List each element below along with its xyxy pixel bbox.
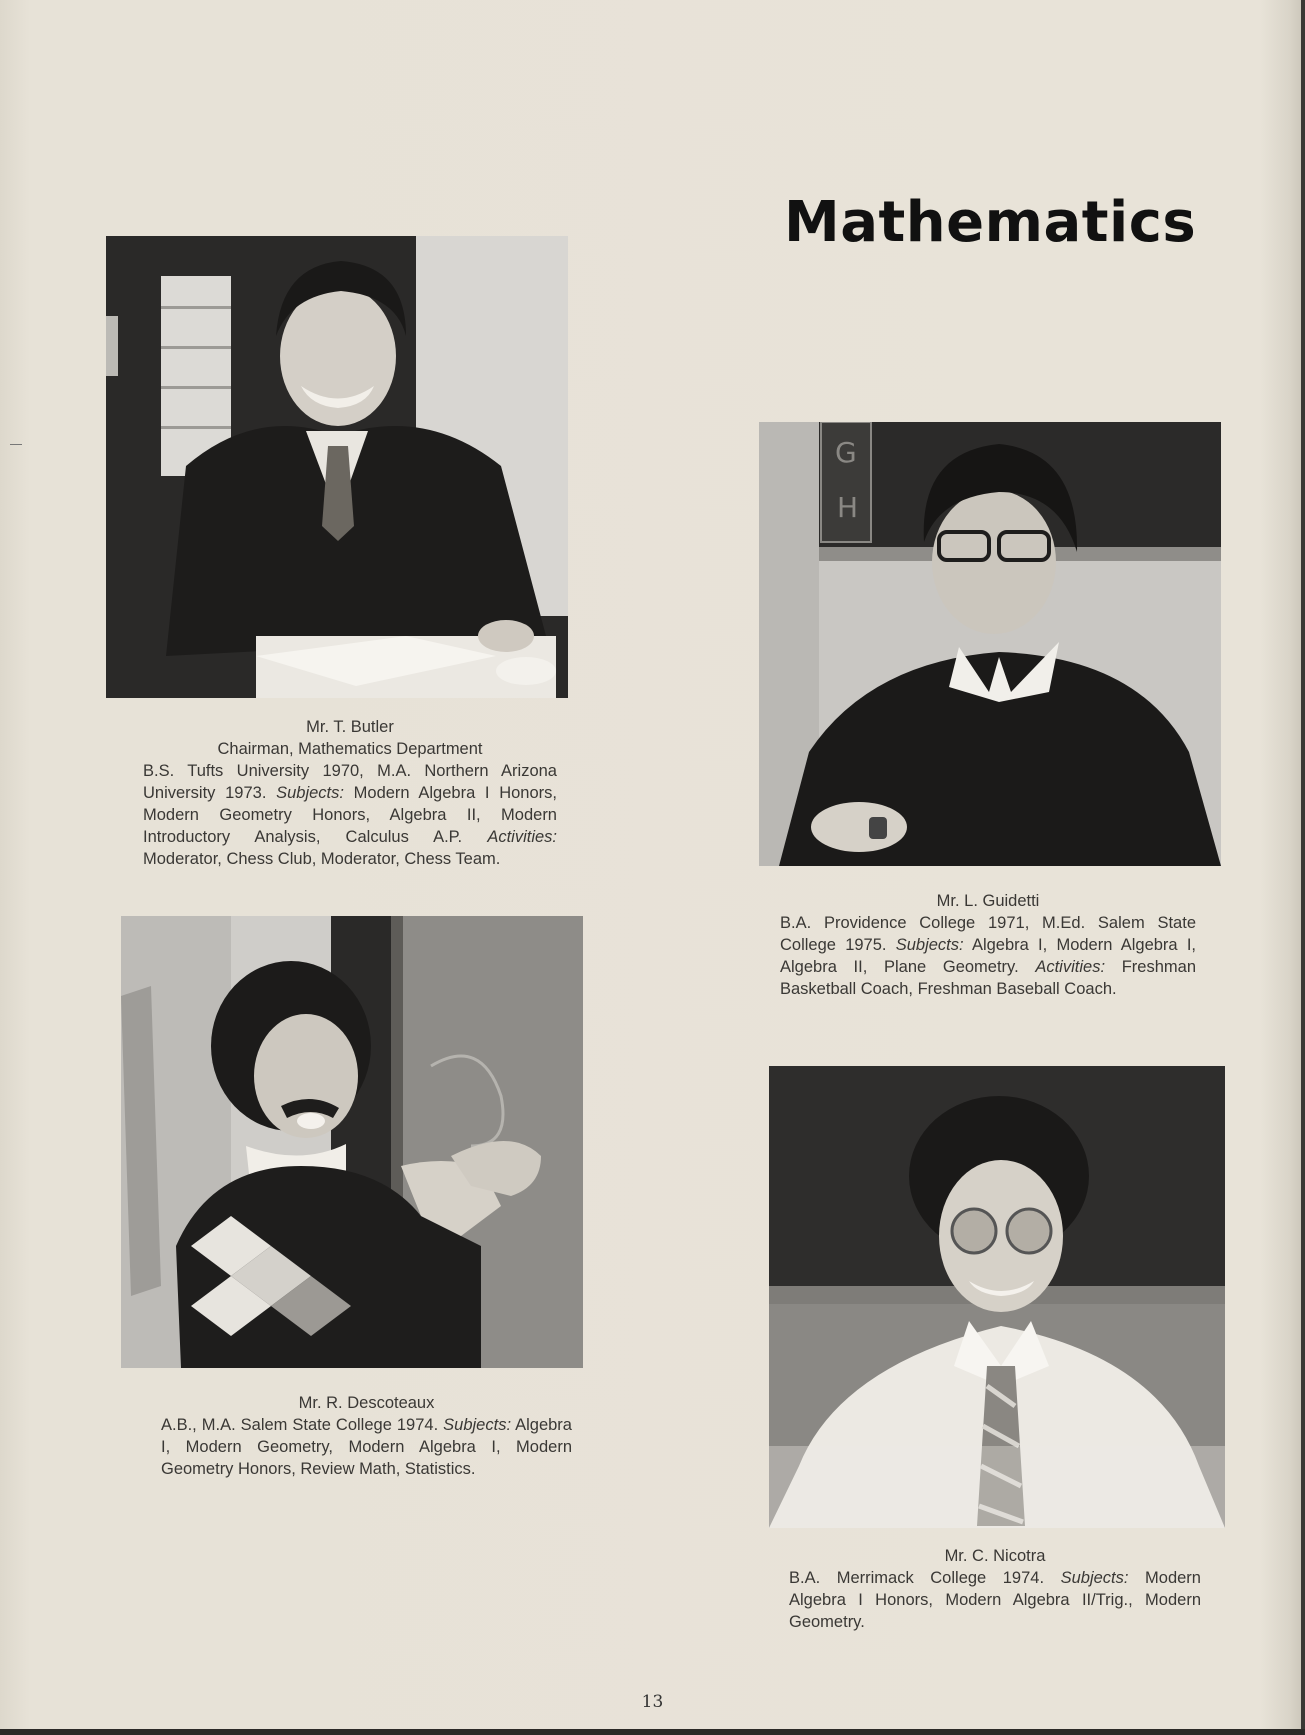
- subjects-label: Subjects:: [1060, 1569, 1129, 1587]
- faculty-subjects: Algebra I, Modern Algebra I, Algebra II, Plane Geometry.: [780, 936, 1196, 976]
- activities-label: Activities:: [487, 828, 557, 846]
- page-number: 13: [641, 1692, 664, 1712]
- portrait-photo-guidetti: [759, 422, 1221, 866]
- faculty-subjects: Modern Algebra I Honors, Modern Geometry Honors, Algebra II, Modern Introductory Analysis, Calculus A.P.: [143, 784, 557, 846]
- portrait-image: [121, 916, 583, 1368]
- faculty-name: Mr. L. Guidetti: [936, 892, 1040, 910]
- svg-text:H: H: [837, 491, 859, 524]
- portrait-image: [759, 422, 1221, 866]
- page-bottom-edge: [0, 1729, 1305, 1735]
- portrait-photo-descoteaux: [121, 916, 583, 1368]
- page-spine-edge: [1301, 0, 1305, 1735]
- portrait-photo-nicotra: [769, 1066, 1225, 1528]
- faculty-subjects: Modern Algebra I Honors, Modern Algebra II/Trig., Modern Geometry.: [789, 1569, 1201, 1631]
- margin-mark: [10, 444, 22, 445]
- faculty-education: B.A. Providence College 1971, M.Ed. Salem State College 1975.: [780, 914, 1196, 954]
- faculty-education: A.B., M.A. Salem State College 1974.: [161, 1416, 439, 1434]
- caption-nicotra: [789, 1545, 1201, 1633]
- caption-butler: [143, 716, 557, 870]
- faculty-name: Mr. R. Descoteaux: [298, 1394, 435, 1412]
- faculty-name: Mr. C. Nicotra: [944, 1547, 1046, 1565]
- faculty-subjects: Algebra I, Modern Geometry, Modern Algebra I, Modern Geometry Honors, Review Math, Statistics.: [161, 1416, 572, 1478]
- svg-text:G: G: [835, 436, 857, 469]
- faculty-education: B.A. Merrimack College 1974.: [789, 1569, 1045, 1587]
- subjects-label: Subjects:: [443, 1416, 512, 1434]
- portrait-image: [106, 236, 568, 698]
- faculty-education: B.S. Tufts University 1970, M.A. Northern Arizona University 1973.: [143, 762, 557, 802]
- faculty-activities: Moderator, Chess Club, Moderator, Chess Team.: [143, 850, 501, 868]
- portrait-photo-butler: [106, 236, 568, 698]
- section-heading: Mathematics: [784, 190, 1197, 255]
- subjects-label: Subjects:: [276, 784, 344, 802]
- faculty-role: Chairman, Mathematics Department: [217, 740, 483, 758]
- caption-guidetti: [780, 890, 1196, 1000]
- portrait-image: [769, 1066, 1225, 1528]
- activities-label: Activities:: [1035, 958, 1106, 976]
- subjects-label: Subjects:: [895, 936, 964, 954]
- faculty-activities: Freshman Basketball Coach, Freshman Baseball Coach.: [780, 958, 1196, 998]
- caption-descoteaux: [161, 1392, 572, 1480]
- faculty-name: Mr. T. Butler: [306, 718, 394, 736]
